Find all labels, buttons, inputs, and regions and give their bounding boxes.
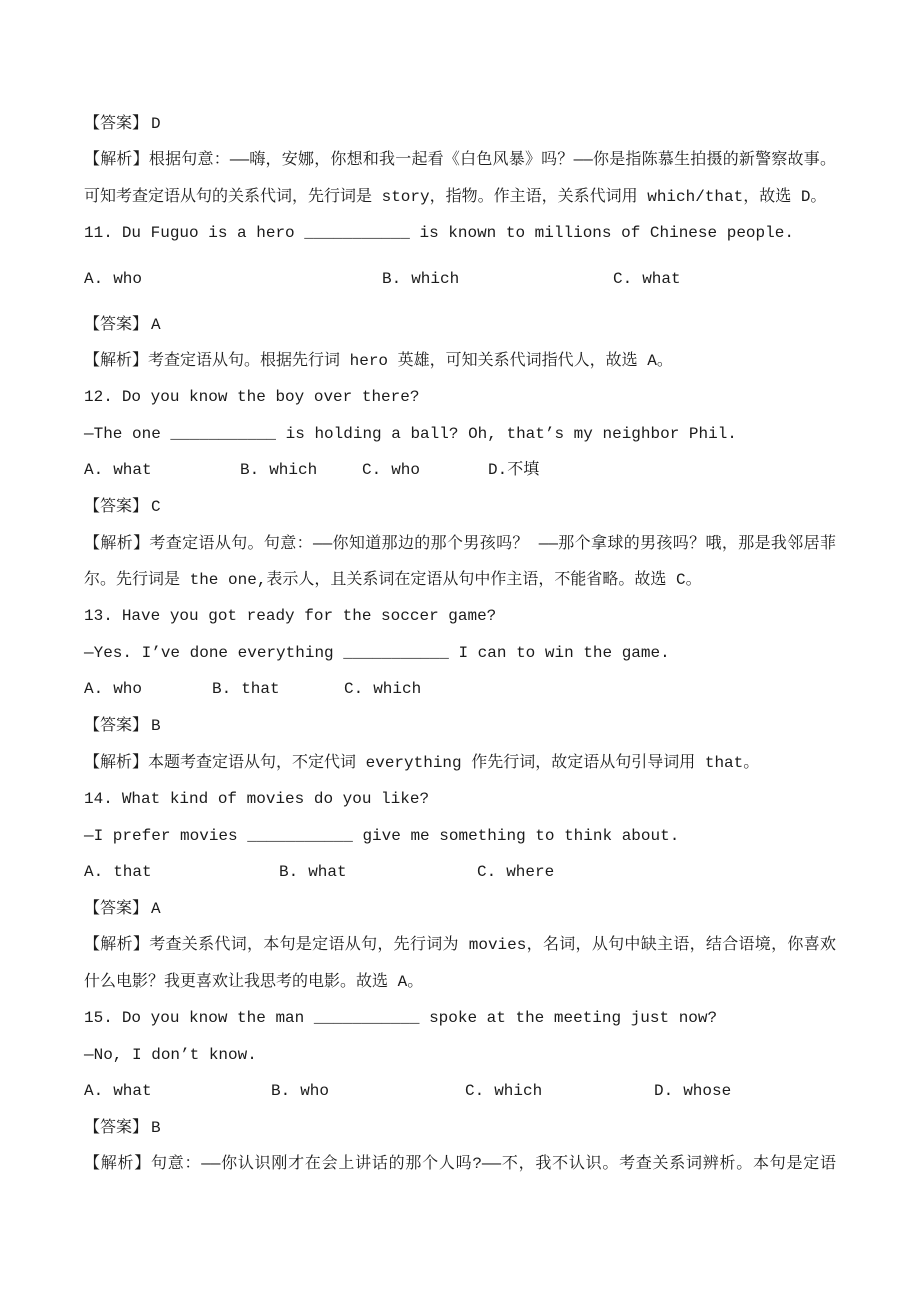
options-row-q13 [84,671,836,708]
option-text: 不填 [507,461,540,480]
option-key: A. [84,862,104,881]
analysis-label: 【解析】 [84,534,150,553]
option-a [84,261,142,297]
option-key: C. [344,680,364,699]
question-line2-q13 [84,635,836,671]
option-key: B. [279,862,299,881]
answer-value: D [151,115,161,133]
question-line-q11 [84,215,836,251]
answer-value: B [151,1118,161,1137]
options-row-q11 [84,261,836,298]
question-text: Do you know the boy over there? [121,388,420,407]
options-row-q15 [84,1073,836,1110]
answer-line-q14 [84,891,836,927]
analysis-label: 【解析】 [84,1155,151,1174]
question-line-q13 [84,598,836,634]
analysis-label: 【解析】 [84,753,149,772]
answer-line-q11 [84,307,836,343]
option-key: B. [212,680,232,699]
option-key: C. [465,1081,485,1100]
question-text: —No, I don’t know. [84,1045,257,1064]
option-b [279,854,347,890]
option-key: C. [613,269,633,288]
option-text: where [506,862,555,881]
analysis-paragraph-q10 [84,142,836,215]
options-row-q14 [84,854,836,891]
question-text: —I prefer movies ___________ give me something to think about. [84,826,680,845]
option-key: B. [240,461,260,480]
option-text: what [308,862,347,881]
answer-label: 【答案】 [84,315,149,334]
analysis-text: 根据句意：——嗨，安娜，你想和我一起看《白色风暴》吗？——你是指陈慕生拍摄的新警察故事。可知考查定语从句的关系代词，先行词是 story，指物。作主语，关系代词用 which/that，故选 D。 [84,151,836,206]
analysis-text: 句意：——你认识刚才在会上讲话的那个人吗?——不，我不认识。考查关系词辨析。本句是定语 [150,1155,836,1174]
option-b [240,452,317,488]
analysis-paragraph-q15 [84,1146,836,1182]
option-key: A. [84,461,104,480]
option-text: which [269,461,318,480]
answer-line-q13 [84,708,836,744]
option-key: D. [654,1081,674,1100]
answer-line-q15 [84,1110,836,1146]
option-text: whose [683,1081,732,1100]
question-text: —The one ___________ is holding a ball? Oh, that’s my neighbor Phil. [84,424,737,443]
analysis-paragraph-q14 [84,927,836,1000]
question-text: —Yes. I’ve done everything ___________ I can to win the game. [84,643,670,662]
answer-label: 【答案】 [84,1118,149,1137]
option-d [488,452,539,488]
answer-label: 【答案】 [84,899,149,918]
option-c [477,854,554,890]
option-d [654,1073,731,1109]
question-line-q14 [84,781,836,817]
question-number: 14. [84,790,113,809]
question-line2-q15 [84,1037,836,1073]
option-text: which [411,269,460,288]
option-text: what [642,269,681,288]
question-number: 13. [84,607,113,626]
option-key: C. [477,862,497,881]
option-text: what [113,461,152,480]
document-content [84,106,836,1183]
option-c [362,452,420,488]
question-number: 15. [84,1009,113,1028]
option-a [84,452,152,488]
option-text: who [113,269,143,288]
analysis-text: 考查定语从句。句意：——你知道那边的那个男孩吗？ ——那个拿球的男孩吗？哦，那是我邻居菲尔。先行词是 the one,表示人，且关系词在定语从句中作主语，不能省略。故选 C。 [84,534,836,590]
option-text: who [300,1081,330,1100]
option-key: A. [84,269,104,288]
question-text: Do you know the man ___________ spoke at the meeting just now? [121,1009,718,1028]
analysis-label: 【解析】 [84,936,150,955]
question-number: 12. [84,388,113,407]
answer-value: B [151,717,161,736]
analysis-text: 本题考查定语从句，不定代词 everything 作先行词，故定语从句引导词用 that。 [148,753,760,772]
answer-line-q10 [84,106,836,142]
answer-label: 【答案】 [84,498,149,517]
analysis-paragraph-q11 [84,343,836,379]
option-text: what [113,1081,152,1100]
option-text: who [113,680,143,699]
option-b [212,671,280,707]
analysis-label: 【解析】 [84,151,149,170]
option-b [271,1073,329,1109]
answer-line-q12 [84,489,836,525]
option-b [382,261,459,297]
option-c [465,1073,542,1109]
option-text: that [241,680,280,699]
option-key: D. [488,461,508,480]
question-number: 11. [84,224,113,243]
answer-label: 【答案】 [84,115,149,133]
option-text: which [373,680,422,699]
analysis-label: 【解析】 [84,352,149,371]
question-text: Du Fuguo is a hero ___________ is known to millions of Chinese people. [121,224,794,243]
option-a [84,1073,152,1109]
option-text: who [391,461,421,480]
question-line2-q14 [84,818,836,854]
question-text: What kind of movies do you like? [121,790,430,809]
question-line2-q12 [84,416,836,452]
question-text: Have you got ready for the soccer game? [121,607,497,626]
option-key: B. [382,269,402,288]
analysis-text: 考查定语从句。根据先行词 hero 英雄，可知关系代词指代人，故选 A。 [148,352,673,371]
option-key: B. [271,1081,291,1100]
answer-value: C [151,498,161,517]
option-a [84,854,152,890]
answer-label: 【答案】 [84,717,149,736]
option-text: that [113,862,152,881]
option-a [84,671,142,707]
option-key: A. [84,680,104,699]
option-text: which [494,1081,543,1100]
option-c [613,261,681,297]
analysis-paragraph-q13 [84,745,836,781]
question-line-q12 [84,379,836,415]
question-line-q15 [84,1000,836,1036]
answer-value: A [151,899,161,918]
option-c [344,671,421,707]
option-key: C. [362,461,382,480]
options-row-q12 [84,452,836,489]
answer-value: A [151,315,161,334]
analysis-paragraph-q12 [84,526,836,599]
analysis-text: 考查关系代词，本句是定语从句，先行词为 movies，名词，从句中缺主语，结合语境，你喜欢什么电影？我更喜欢让我思考的电影。故选 A。 [84,936,836,991]
option-key: A. [84,1081,104,1100]
